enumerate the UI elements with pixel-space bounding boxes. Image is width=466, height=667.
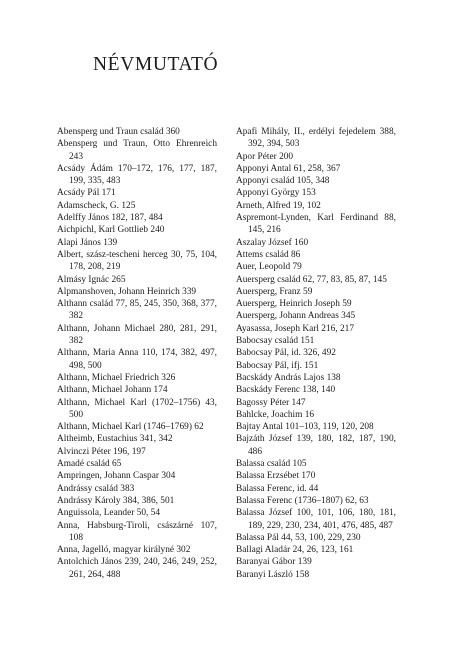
index-entry: Balassa család 105 [236,459,307,470]
index-entry: Attems család 86 [236,249,301,260]
index-entry: Althann, Michael Friedrich 326 [57,372,176,383]
index-entry: Apafi Mihály, II., erdélyi fejedelem 388, 392, 394, 503 [236,127,396,150]
index-entry: Bahlcke, Joachim 16 [236,409,315,420]
index-entry: Bagossy Péter 147 [236,397,306,408]
index-entry: Andrássy család 383 [57,483,135,494]
index-entry: Ayasassa, Joseph Karl 216, 217 [236,323,354,334]
index-entry: Almásy Ignác 265 [57,274,126,285]
index-entry: Acsády Pál 171 [57,188,116,199]
index-column-left [57,126,217,581]
index-entry: Auersperg, Franz 59 [236,286,313,297]
index-entry: Bacskády András Lajos 138 [236,372,341,383]
index-entry: Auersperg család 62, 77, 83, 85, 87, 145 [236,274,387,285]
page-title: NÉVMUTATÓ [93,54,219,75]
index-column-right [236,126,396,581]
index-entry: Balassa József 100, 101, 106, 180, 181, 189, 229, 230, 234, 401, 476, 485, 487 [236,508,396,531]
index-entry: Alvinczi Péter 196, 197 [57,446,146,457]
index-entry: Althann, Johann Michael 280, 281, 291, 382 [57,323,217,347]
index-entry: Adelffy János 182, 187, 484 [57,213,163,224]
index-entry: Babocsay Pál, id. 326, 492 [236,348,336,359]
index-entry: Apor Péter 200 [236,151,294,162]
index-entry: Andrássy Károly 384, 386, 501 [57,495,175,506]
index-entry: Auer, Leopold 79 [236,262,302,273]
index-entry: Balassa Erzsébet 170 [236,471,316,482]
index-entry: Balassa Ferenc, id. 44 [236,483,319,494]
index-entry: Antolchich János 239, 240, 246, 249, 252, 261, 264, 488 [57,557,217,580]
index-entry: Babocsay család 151 [236,336,315,347]
index-entry: Altheimb, Eustachius 341, 342 [57,434,173,445]
index-entry: Alapi János 139 [57,237,118,248]
index-entry: Baranyi László 158 [236,569,310,580]
index-entry: Althann, Michael Karl (1746–1769) 62 [57,422,204,433]
index-entry: Arneth, Alfred 19, 102 [236,200,321,211]
index-entry: Anna, Habsburg-Tiroli, császárné 107, 108 [57,520,217,543]
index-entry: Aspremont-Lynden, Karl Ferdinand 88, 145, 216 [236,213,396,236]
index-entry: Baranyai Gábor 139 [236,557,312,568]
index-entry: Apponyi család 105, 348 [236,176,330,187]
index-entry: Ballagi Aladár 24, 26, 123, 161 [236,545,354,556]
index-entry: Auersperg, Heinrich Joseph 59 [236,299,352,310]
index-entry: Alpmanshoven, Johann Heinrich 339 [57,286,197,297]
index-entry: Bacskády Ferenc 138, 140 [236,385,336,396]
index-entry: Abensperg und Traun család 360 [57,127,180,137]
index-entry: Apponyi Antal 61, 258, 367 [236,163,341,174]
index-entry: Abensperg und Traun, Otto Ehrenreich 243 [57,139,217,162]
index-entry: Bajzáth József 139, 180, 182, 187, 190, 486 [236,434,396,457]
index-entry: Aszalay József 160 [236,237,309,248]
index-entry: Apponyi György 153 [236,188,316,199]
index-entry: Althann család 77, 85, 245, 350, 368, 377, 382 [57,299,217,322]
index-entry: Acsády Ádám 170–172, 176, 177, 187, 199, 335, 483 [57,163,217,187]
index-entry: Bajtay Antal 101–103, 119, 120, 208 [236,422,374,433]
index-entry: Balassa Pál 44, 53, 100, 229, 230 [236,532,361,543]
index-entry: Althann, Michael Karl (1702–1756) 43, 500 [57,397,217,420]
index-entry: Aichpichl, Karl Gottlieb 240 [57,225,165,236]
index-entry: Babocsay Pál, ifj. 151 [236,360,319,371]
index-entry: Albert, szász-tescheni herceg 30, 75, 104, 178, 208, 219 [57,249,217,273]
index-entry: Anguissola, Leander 50, 54 [57,508,161,519]
index-entry: Balassa Ferenc (1736–1807) 62, 63 [236,495,369,506]
index-entry: Amadé család 65 [57,459,122,470]
index-entry: Anna, Jagelló, magyar királyné 302 [57,545,191,556]
index-entry: Ampringen, Johann Caspar 304 [57,471,176,482]
index-entry: Adamscheck, G. 125 [57,200,136,211]
index-entry: Althann, Michael Johann 174 [57,385,168,396]
index-entry: Althann, Maria Anna 110, 174, 382, 497, 498, 500 [57,348,217,371]
index-entry: Auersperg, Johann Andreas 345 [236,311,356,322]
